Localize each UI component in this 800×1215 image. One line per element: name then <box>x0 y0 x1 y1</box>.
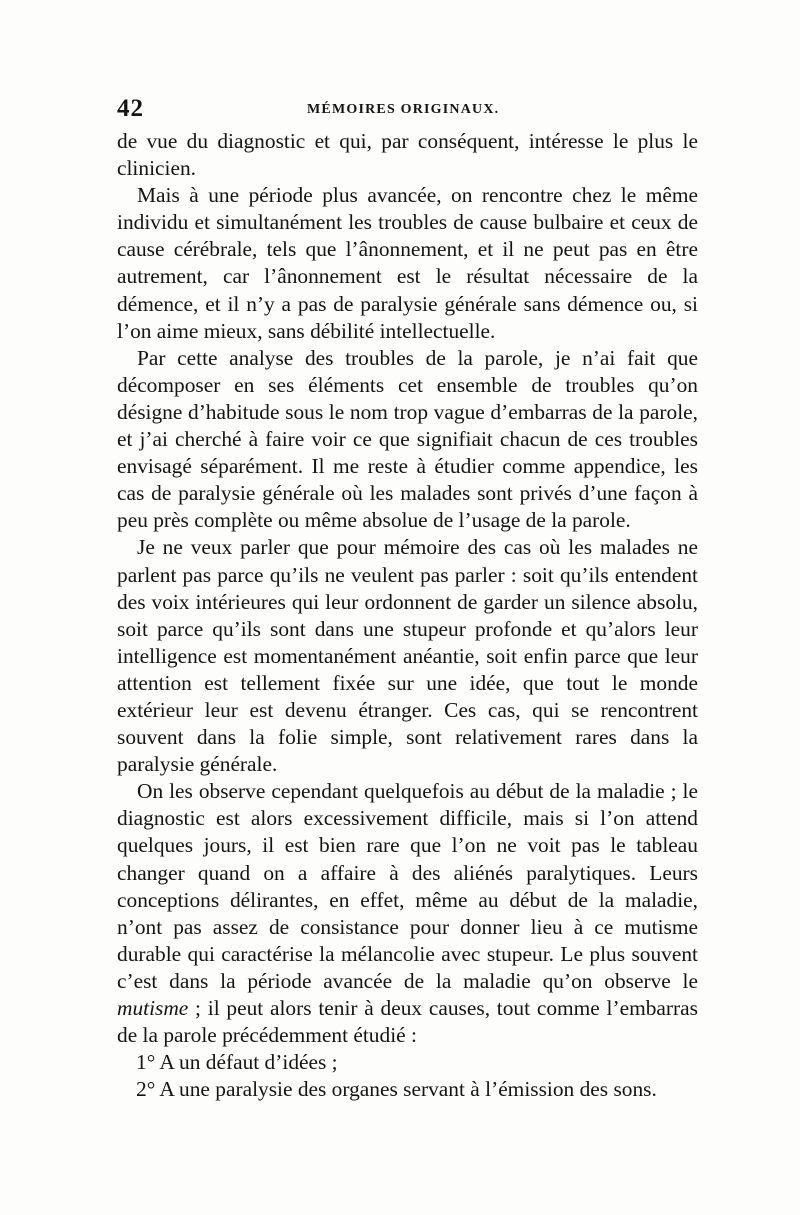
page-number: 42 <box>117 95 144 122</box>
paragraph-text: de vue du diagnostic et qui, par conséquent, intéresse le plus le clinicien. <box>117 129 698 181</box>
paragraph-text: Mais à une période plus avancée, on rencontre chez le même individu et simultanément les troubles de cause bulbaire et ceux de cause cérébrale, tels que l’ânonnement, et il ne peut pas en être autrement, car l’ânonnement est le résultat nécessaire de la démence, et il n’y a pas de paralysie générale sans démence ou, si l’on aime mieux, sans débilité intellectuelle. <box>117 183 698 343</box>
paragraph-text: ; il peut alors tenir à deux causes, tout comme l’embarras de la parole précédemment étudié : <box>117 996 698 1048</box>
paragraph-text: On les observe cependant quelquefois au début de la maladie ; le diagnostic est alors excessivement difficile, mais si l’on attend quelques jours, il est bien rare que l’on ne voit pas le tableau changer quand on a affaire à des aliénés paralytiques. Leurs conceptions délirantes, en effet, même au début de la maladie, n’ont pas assez de consistance pour donner lieu à ce mutisme durable qui caractérise la mélancolie avec stupeur. Le plus souvent c’est dans la période avancée de la maladie qu’on observe le <box>117 779 698 993</box>
list-item-1: 1° A un défaut d’idées ; <box>136 1050 338 1075</box>
list-item-2: 2° A une paralysie des organes servant à l’émission des sons. <box>136 1077 657 1102</box>
paragraph-text: Par cette analyse des troubles de la parole, je n’ai fait que décomposer en ses éléments cet ensemble de troubles qu’on désigne d’habitude sous le nom trop vague d’embarras de la parole, et j’ai cherché à faire voir ce que signifiait chacun de ces troubles envisagé séparément. Il me reste à étudier comme appendice, les cas de paralysie générale où les malades sont privés d’une façon à peu près complète ou même absolue de l’usage de la parole. <box>117 345 698 533</box>
paragraph-text: Je ne veux parler que pour mémoire des cas où les malades ne parlent pas parce qu’ils ne veulent pas parler : soit qu’ils entendent des voix intérieures qui leur ordonnent de garder un silence absolu, soit parce qu’ils sont dans une stupeur profonde et qu’alors leur intelligence est momentanément anéantie, soit enfin parce que leur attention est tellement fixée sur une idée, que tout le monde extérieur leur est devenu étranger. Ces cas, qui se rencontrent souvent dans la folie simple, sont relativement rares dans la paralysie générale. <box>117 535 698 777</box>
paragraph-4 <box>117 534 698 778</box>
body-text <box>117 128 698 1103</box>
paragraph-3 <box>117 345 698 535</box>
paragraph-2 <box>117 182 698 345</box>
running-head: MÉMOIRES ORIGINAUX. <box>307 102 500 117</box>
paragraph-1 <box>117 128 698 182</box>
emphasized-term: mutisme <box>117 996 189 1020</box>
paragraph-5 <box>117 778 698 1049</box>
page-header <box>117 95 697 125</box>
